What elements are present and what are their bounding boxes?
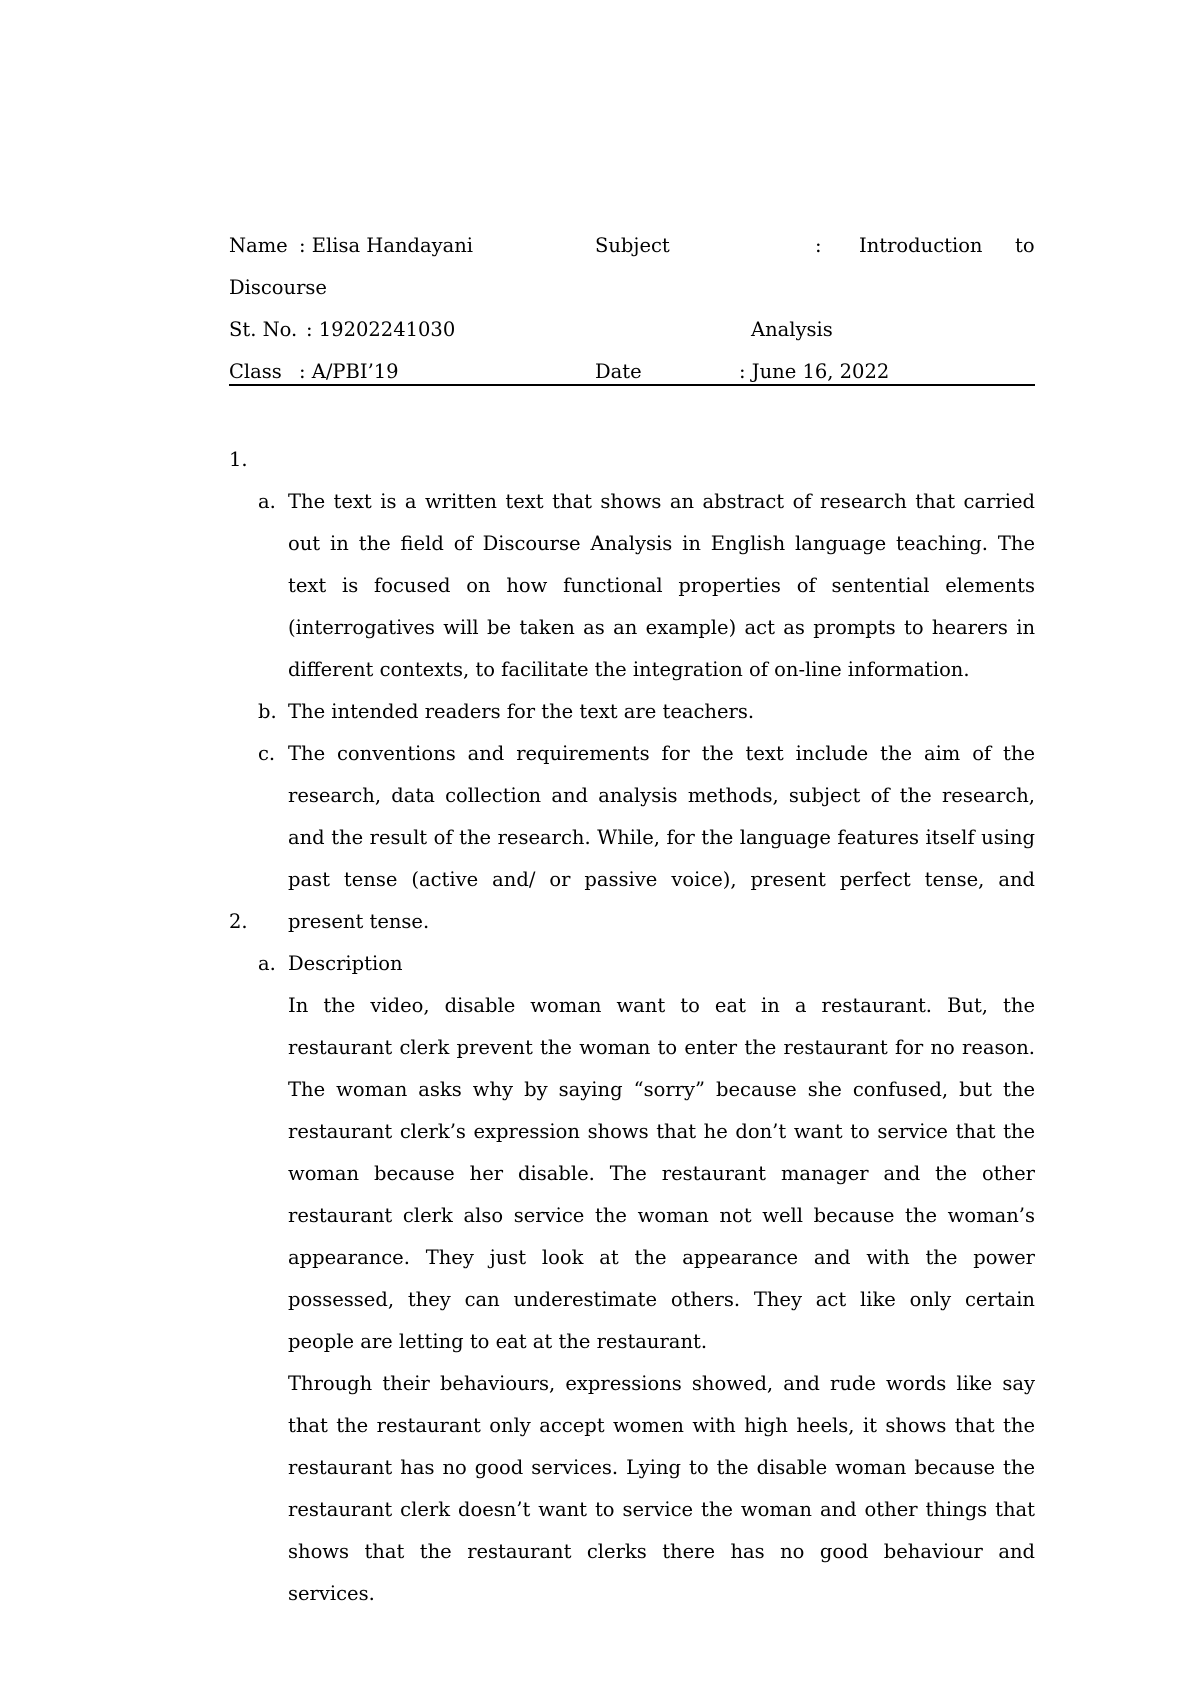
item-letter: a. xyxy=(258,952,276,975)
item-letter: b. xyxy=(258,700,277,723)
subject-label: Subject xyxy=(595,234,670,257)
stno-label: St. No. xyxy=(229,318,298,341)
item-text: The text is a written text that shows an abstract of research that carried out in the field of Discourse Analysis in English language teaching. The text is focused on how functional properties of sentential elements (interrogatives will be taken as an example) act as prompts to hearers in different contexts, to facilitate the integration of on-line information. xyxy=(288,490,1035,681)
class-label: Class xyxy=(229,360,282,383)
subject-word1: Introduction xyxy=(859,234,983,257)
item-text: The conventions and requirements for the text include the aim of the research, data collection and analysis methods, subject of the research, and the result of the research. While, for the language features itself using past tense (active and/ or passive voice), present perfect tense, and present tense. xyxy=(288,742,1035,933)
question-1-number: 1. xyxy=(229,448,248,471)
item-paragraph-1: In the video, disable woman want to eat in a restaurant. But, the restaurant clerk prevent the woman to enter the restaurant for no reason. The woman asks why by saying “sorry” because she confused, but the restaurant clerk’s expression shows that he don’t want to service that the woman because her disable. The restaurant manager and the other restaurant clerk also service the woman not well because the woman’s appearance. They just look at the appearance and with the power possessed, they can underestimate others. They act like only certain people are letting to eat at the restaurant. xyxy=(288,994,1035,1353)
header-divider xyxy=(229,384,1035,386)
date-value: : June 16, 2022 xyxy=(739,360,890,383)
item-body xyxy=(288,943,1035,1615)
subject-word2: to xyxy=(1015,234,1035,257)
item-letter: a. xyxy=(258,490,276,513)
item-letter: c. xyxy=(258,742,276,765)
question-2-number: 2. xyxy=(229,910,248,933)
name-label: Name xyxy=(229,234,288,257)
name-value: : Elisa Handayani xyxy=(299,234,474,257)
date-label: Date xyxy=(595,360,642,383)
class-value: : A/PBI’19 xyxy=(299,360,399,383)
item-heading: Description xyxy=(288,952,403,975)
item-text: The intended readers for the text are teachers. xyxy=(288,700,755,723)
subject-continuation-1: Discourse xyxy=(229,276,327,299)
item-paragraph-2: Through their behaviours, expressions showed, and rude words like say that the restaurant only accept women with high heels, it shows that the restaurant has no good services. Lying to the disable woman because the restaurant clerk doesn’t want to service the woman and other things that shows that the restaurant clerks there has no good behaviour and services. xyxy=(288,1372,1035,1605)
subject-continuation-2: Analysis xyxy=(751,318,833,341)
subject-colon: : xyxy=(815,234,822,257)
stno-value: : 19202241030 xyxy=(306,318,456,341)
